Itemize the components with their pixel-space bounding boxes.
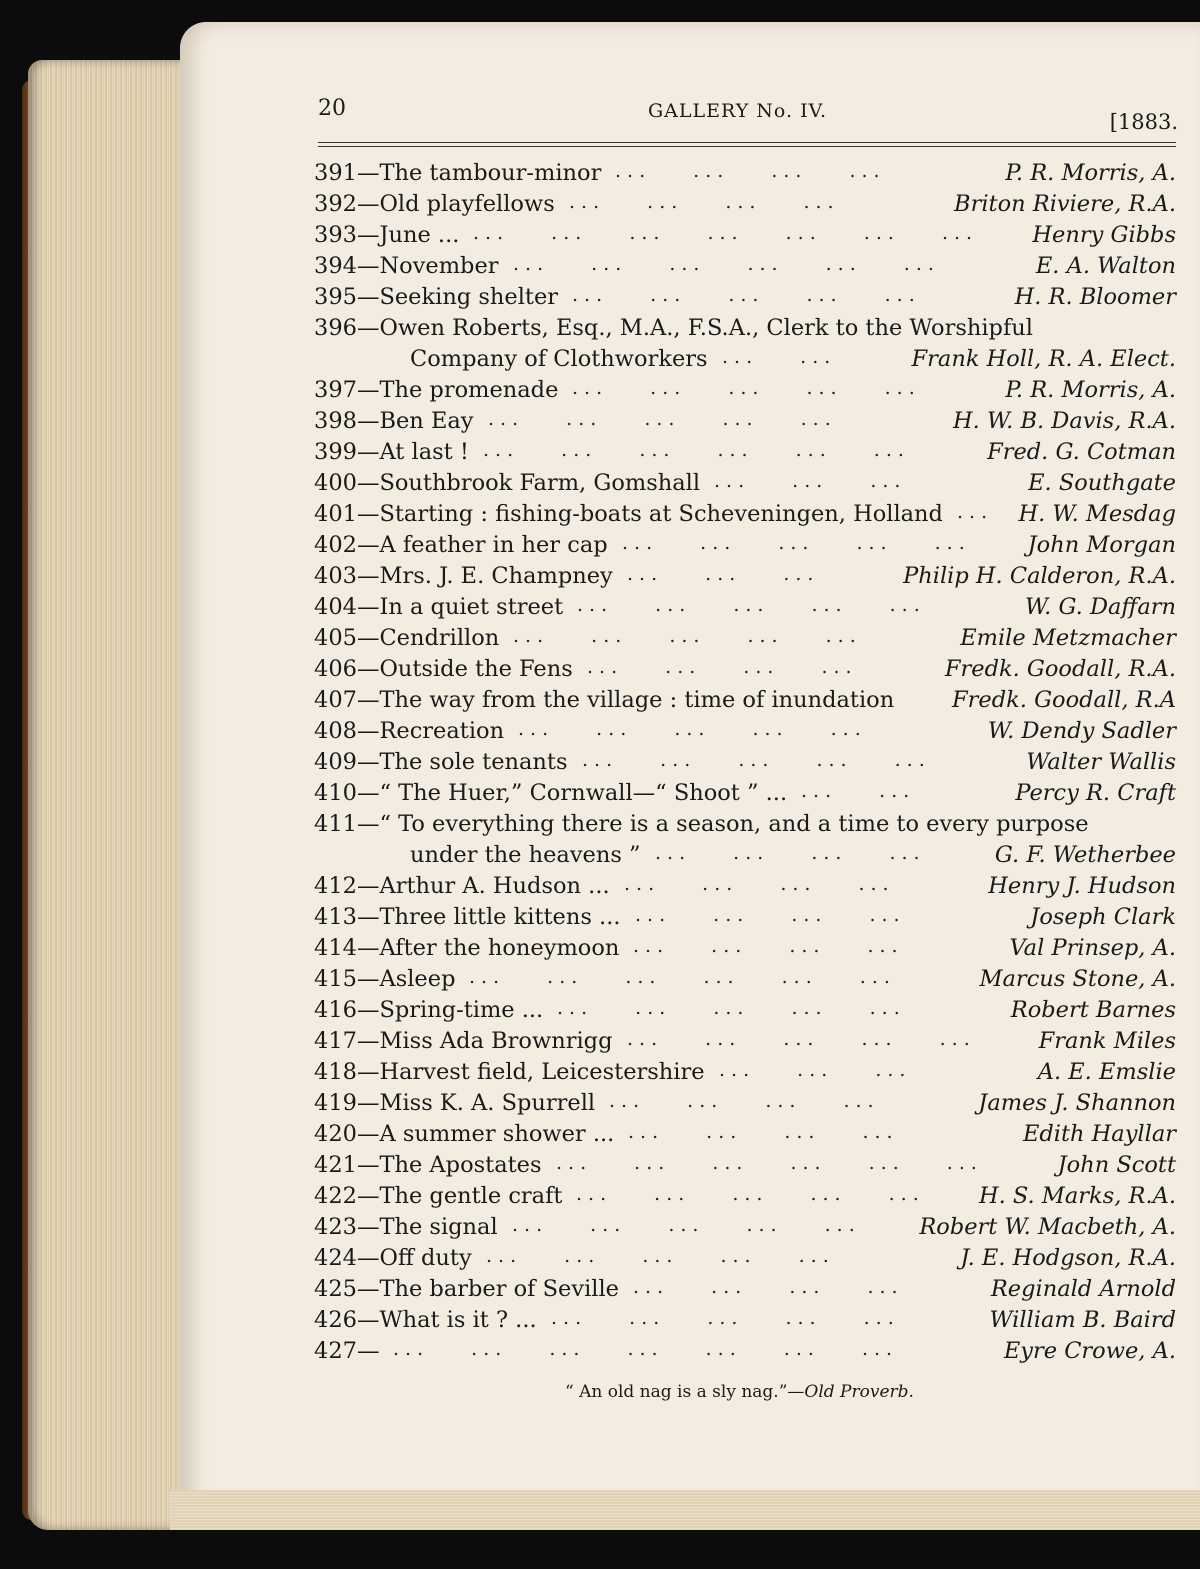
entry-artist: H. S. Marks, R.A. xyxy=(978,1183,1176,1209)
entry-title: 395—Seeking shelter xyxy=(314,284,559,310)
leader-dots: ... ... ... ... xyxy=(615,160,886,182)
header-rule-top xyxy=(318,142,1176,143)
catalogue-entry xyxy=(314,377,1176,408)
entry-title: 421—The Apostates xyxy=(314,1152,542,1178)
leader-dots: ... ... ... ... ... xyxy=(551,1307,900,1329)
entry-title: 402—A feather in her cap xyxy=(314,532,608,558)
leader-dots: ... ... ... ... ... ... xyxy=(513,253,940,275)
catalogue-entry xyxy=(314,842,1176,873)
entry-artist: Edith Hayllar xyxy=(1022,1121,1176,1147)
entry-artist: Reginald Arnold xyxy=(990,1276,1176,1302)
entry-title: 426—What is it ? ... xyxy=(314,1307,537,1333)
leader-dots: ... ... ... ... ... ... xyxy=(469,966,896,988)
catalogue-entry xyxy=(314,997,1176,1028)
leader-dots: ... ... xyxy=(801,780,916,802)
leader-dots: ... ... ... xyxy=(627,563,820,585)
footer-quote xyxy=(565,1382,914,1402)
leader-dots: ... ... ... ... ... ... ... xyxy=(393,1338,899,1360)
entry-title: Company of Clothworkers xyxy=(410,346,708,372)
leader-dots: ... ... ... ... ... xyxy=(513,625,862,647)
entry-title: 415—Asleep xyxy=(314,966,456,992)
entry-title: 410—“ The Huer,” Cornwall—“ Shoot ” ... xyxy=(314,780,788,806)
entry-title: 423—The signal xyxy=(314,1214,498,1240)
catalogue-entry xyxy=(314,749,1176,780)
catalogue-entry xyxy=(314,408,1176,439)
entry-title: 424—Off duty xyxy=(314,1245,472,1271)
entry-title: 422—The gentle craft xyxy=(314,1183,563,1209)
catalogue-entry xyxy=(314,1338,1176,1369)
entry-artist: Frank Miles xyxy=(1038,1028,1176,1054)
leader-dots: ... ... ... ... xyxy=(633,1276,904,1298)
entry-artist: H. W. B. Davis, R.A. xyxy=(953,408,1176,434)
entry-artist: Henry Gibbs xyxy=(1032,222,1176,248)
leader-dots: ... ... ... ... ... ... xyxy=(483,439,910,461)
leader-dots: ... ... ... ... ... xyxy=(572,377,921,399)
catalogue-entry xyxy=(314,873,1176,904)
entry-title: 409—The sole tenants xyxy=(314,749,568,775)
entry-title: 413—Three little kittens ... xyxy=(314,904,621,930)
catalogue-entry xyxy=(314,1183,1176,1214)
entry-artist: J. E. Hodgson, R.A. xyxy=(960,1245,1176,1271)
entry-title: 418—Harvest field, Leicestershire xyxy=(314,1059,705,1085)
catalogue-entry xyxy=(314,222,1176,253)
book-bottom-edges xyxy=(170,1490,1200,1530)
catalogue-entry xyxy=(314,315,1176,346)
catalogue-entry xyxy=(314,594,1176,625)
entry-title: 417—Miss Ada Brownrigg xyxy=(314,1028,613,1054)
catalogue-entry xyxy=(314,1059,1176,1090)
catalogue-entry xyxy=(314,160,1176,191)
entry-artist: Emile Metzmacher xyxy=(960,625,1176,651)
entry-title: 427— xyxy=(314,1338,380,1364)
catalogue-entry xyxy=(314,470,1176,501)
entry-artist: John Scott xyxy=(1057,1152,1176,1178)
leader-dots: ... ... ... ... ... xyxy=(486,1245,835,1267)
catalogue-entry xyxy=(314,935,1176,966)
entry-artist: Philip H. Calderon, R.A. xyxy=(903,563,1176,589)
catalogue-entry xyxy=(314,1028,1176,1059)
entry-artist: W. Dendy Sadler xyxy=(987,718,1176,744)
entry-artist: William B. Baird xyxy=(989,1307,1176,1333)
entry-artist: E. A. Walton xyxy=(1035,253,1176,279)
catalogue-entry xyxy=(314,284,1176,315)
leader-dots: ... ... ... ... ... xyxy=(577,594,926,616)
leader-dots: ... ... ... ... ... xyxy=(488,408,837,430)
book-page-edges xyxy=(28,60,198,1530)
catalogue-entry xyxy=(314,346,1176,377)
catalogue-entry xyxy=(314,1307,1176,1338)
leader-dots: ... ... ... ... ... ... ... xyxy=(473,222,979,244)
leader-dots: ... ... ... ... ... xyxy=(576,1183,925,1205)
entry-artist: Frank Holl, R. A. Elect. xyxy=(911,346,1176,372)
entry-artist: Percy R. Craft xyxy=(1015,780,1176,806)
entry-artist: A. E. Emslie xyxy=(1037,1059,1176,1085)
entry-artist: Val Prinsep, A. xyxy=(1009,935,1176,961)
entry-title: 419—Miss K. A. Spurrell xyxy=(314,1090,596,1116)
leader-dots: ... ... ... ... ... xyxy=(622,532,971,554)
catalogue-entry xyxy=(314,1152,1176,1183)
entry-title: 404—In a quiet street xyxy=(314,594,564,620)
leader-dots: ... ... ... ... xyxy=(587,656,858,678)
entry-artist: Walter Wallis xyxy=(1026,749,1176,775)
entry-title: 400—Southbrook Farm, Gomshall xyxy=(314,470,701,496)
entry-title: 399—At last ! xyxy=(314,439,469,465)
entry-artist: Robert W. Macbeth, A. xyxy=(919,1214,1176,1240)
catalogue-entry xyxy=(314,904,1176,935)
page-header xyxy=(318,96,1178,136)
leader-dots: ... ... ... ... xyxy=(633,935,904,957)
leader-dots: ... ... ... ... xyxy=(635,904,906,926)
entry-artist: Joseph Clark xyxy=(1030,904,1176,930)
entry-title: 401—Starting : fishing-boats at Scheveningen, Holland xyxy=(314,501,943,527)
entry-title: 398—Ben Eay xyxy=(314,408,474,434)
catalogue-entry xyxy=(314,501,1176,532)
catalogue-entry xyxy=(314,811,1176,842)
entry-artist: Eyre Crowe, A. xyxy=(1003,1338,1176,1364)
leader-dots: ... ... ... xyxy=(714,470,907,492)
entry-title: 407—The way from the village : time of inundation xyxy=(314,687,895,713)
leader-dots: ... ... ... ... ... xyxy=(582,749,931,771)
catalogue-entry xyxy=(314,439,1176,470)
entry-artist: H. W. Mesdag xyxy=(1018,501,1176,527)
catalogue-entry xyxy=(314,1245,1176,1276)
entry-title: 394—November xyxy=(314,253,499,279)
header-rule-bottom xyxy=(318,146,1176,147)
leader-dots: ... ... ... xyxy=(719,1059,912,1081)
catalogue-entries xyxy=(314,160,1176,1369)
entry-artist: James J. Shannon xyxy=(978,1090,1176,1116)
leader-dots: ... ... ... ... ... xyxy=(627,1028,976,1050)
catalogue-entry xyxy=(314,1090,1176,1121)
entry-artist: Fred. G. Cotman xyxy=(987,439,1176,465)
leader-dots: ... xyxy=(957,501,994,523)
catalogue-entry xyxy=(314,718,1176,749)
entry-artist: Henry J. Hudson xyxy=(988,873,1176,899)
leader-dots: ... ... ... ... xyxy=(609,1090,880,1112)
catalogue-entry xyxy=(314,563,1176,594)
leader-dots: ... ... ... ... xyxy=(655,842,926,864)
entry-title: 396—Owen Roberts, Esq., M.A., F.S.A., Clerk to the Worshipful xyxy=(314,315,1033,341)
leader-dots: ... ... ... ... xyxy=(628,1121,899,1143)
catalogue-entry xyxy=(314,1121,1176,1152)
catalogue-entry xyxy=(314,191,1176,222)
entry-artist: G. F. Wetherbee xyxy=(994,842,1176,868)
leader-dots: ... ... ... ... ... xyxy=(518,718,867,740)
catalogue-entry xyxy=(314,687,1176,718)
page-number: 20 xyxy=(318,96,346,121)
entry-artist: P. R. Morris, A. xyxy=(1005,377,1176,403)
entry-artist: W. G. Daffarn xyxy=(1024,594,1176,620)
entry-artist: John Morgan xyxy=(1027,532,1176,558)
entry-artist: Marcus Stone, A. xyxy=(979,966,1176,992)
entry-artist: H. R. Bloomer xyxy=(1014,284,1176,310)
catalogue-entry xyxy=(314,1214,1176,1245)
entry-title: 406—Outside the Fens xyxy=(314,656,573,682)
catalogue-entry xyxy=(314,656,1176,687)
entry-title: 416—Spring-time ... xyxy=(314,997,544,1023)
catalogue-entry xyxy=(314,532,1176,563)
year-label: [1883. xyxy=(1109,110,1178,134)
entry-artist: E. Southgate xyxy=(1028,470,1176,496)
leader-dots: ... ... ... ... xyxy=(569,191,840,213)
leader-dots: ... ... ... ... ... xyxy=(512,1214,861,1236)
leader-dots: ... ... ... ... ... xyxy=(572,284,921,306)
entry-title: 411—“ To everything there is a season, and a time to every purpose xyxy=(314,811,1089,837)
entry-title: 412—Arthur A. Hudson ... xyxy=(314,873,610,899)
leader-dots: ... ... ... ... ... xyxy=(557,997,906,1019)
quote-source: Old Proverb. xyxy=(804,1382,914,1402)
entry-title: 393—June ... xyxy=(314,222,460,248)
entry-title: 397—The promenade xyxy=(314,377,559,403)
catalogue-entry xyxy=(314,253,1176,284)
entry-artist: Fredk. Goodall, R.A xyxy=(952,687,1176,713)
gallery-title: GALLERY No. IV. xyxy=(648,100,828,122)
catalogue-entry xyxy=(314,780,1176,811)
leader-dots: ... ... ... ... ... ... xyxy=(556,1152,983,1174)
catalogue-entry xyxy=(314,1276,1176,1307)
entry-title: 408—Recreation xyxy=(314,718,505,744)
entry-title: 391—The tambour-minor xyxy=(314,160,602,186)
entry-title: 420—A summer shower ... xyxy=(314,1121,615,1147)
entry-title: 414—After the honeymoon xyxy=(314,935,620,961)
entry-title: under the heavens ” xyxy=(410,842,641,868)
entry-artist: P. R. Morris, A. xyxy=(1005,160,1176,186)
entry-title: 405—Cendrillon xyxy=(314,625,500,651)
leader-dots: ... ... ... ... xyxy=(624,873,895,895)
quote-text: “ An old nag is a sly nag.”— xyxy=(565,1382,805,1402)
entry-artist: Briton Riviere, R.A. xyxy=(954,191,1176,217)
entry-title: 425—The barber of Seville xyxy=(314,1276,619,1302)
entry-artist: Robert Barnes xyxy=(1010,997,1176,1023)
catalogue-entry xyxy=(314,625,1176,656)
entry-title: 392—Old playfellows xyxy=(314,191,555,217)
entry-title: 403—Mrs. J. E. Champney xyxy=(314,563,613,589)
entry-artist: Fredk. Goodall, R.A. xyxy=(944,656,1176,682)
leader-dots: ... ... xyxy=(722,346,837,368)
catalogue-entry xyxy=(314,966,1176,997)
